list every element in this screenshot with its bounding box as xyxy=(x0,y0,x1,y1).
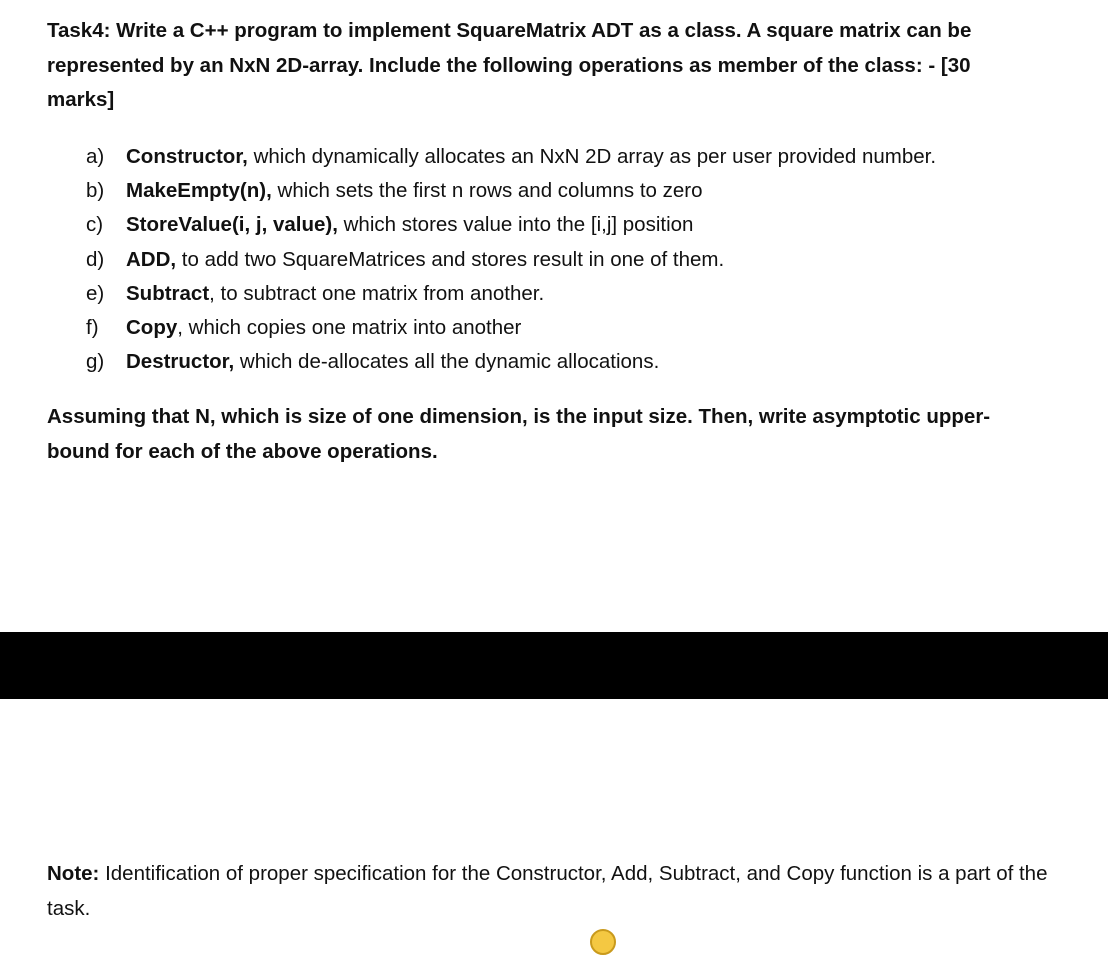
operation-name: Copy xyxy=(126,316,178,340)
list-marker: a) xyxy=(86,145,105,168)
task-heading: Task4: Write a C++ program to implement SquareMatrix ADT as a class. A square matrix can be represented by an NxN 2D-array. Include the following operations as member of the class: - [30 marks] xyxy=(47,19,972,111)
list-item xyxy=(86,208,936,242)
operation-name: StoreValue(i, j, value), xyxy=(126,213,338,237)
operation-description: , which copies one matrix into another xyxy=(177,316,522,340)
operation-description: , to subtract one matrix from another. xyxy=(209,281,545,305)
list-marker: b) xyxy=(86,179,105,203)
list-item xyxy=(86,345,936,379)
note-paragraph xyxy=(47,857,1067,926)
operations-list xyxy=(86,140,936,379)
list-marker: f) xyxy=(86,316,99,340)
operation-name: Subtract xyxy=(126,281,210,305)
operation-name: ADD, xyxy=(126,247,177,271)
list-marker: g) xyxy=(86,350,105,374)
operation-name: MakeEmpty(n), xyxy=(126,179,272,203)
operation-name: Destructor, xyxy=(126,350,235,374)
list-item xyxy=(86,243,936,277)
operation-description: which sets the first n rows and columns to zero xyxy=(271,179,703,203)
list-marker: c) xyxy=(86,213,104,237)
note-label: Note: xyxy=(47,862,100,885)
note-text: Identification of proper specification for the Constructor, Add, Subtract, and Copy function is a part of the task. xyxy=(47,862,1048,920)
operation-description: to add two SquareMatrices and stores result in one of them. xyxy=(176,247,725,271)
list-item xyxy=(86,174,936,208)
operation-description: which dynamically allocates an NxN 2D array as per user provided number. xyxy=(247,145,937,168)
list-item xyxy=(86,140,936,174)
list-item xyxy=(86,277,936,311)
operation-name: Constructor, xyxy=(126,145,248,168)
operation-description: which stores value into the [i,j] position xyxy=(337,213,694,237)
list-marker: d) xyxy=(86,247,105,271)
partial-emoji-icon xyxy=(590,929,616,955)
list-marker: e) xyxy=(86,281,105,305)
list-item xyxy=(86,311,936,345)
redaction-bar xyxy=(0,632,1108,699)
operation-description: which de-allocates all the dynamic allocations. xyxy=(234,350,660,374)
assumption-paragraph: Assuming that N, which is size of one dimension, is the input size. Then, write asymptotic upper-bound for each of the above operations. xyxy=(47,405,991,463)
